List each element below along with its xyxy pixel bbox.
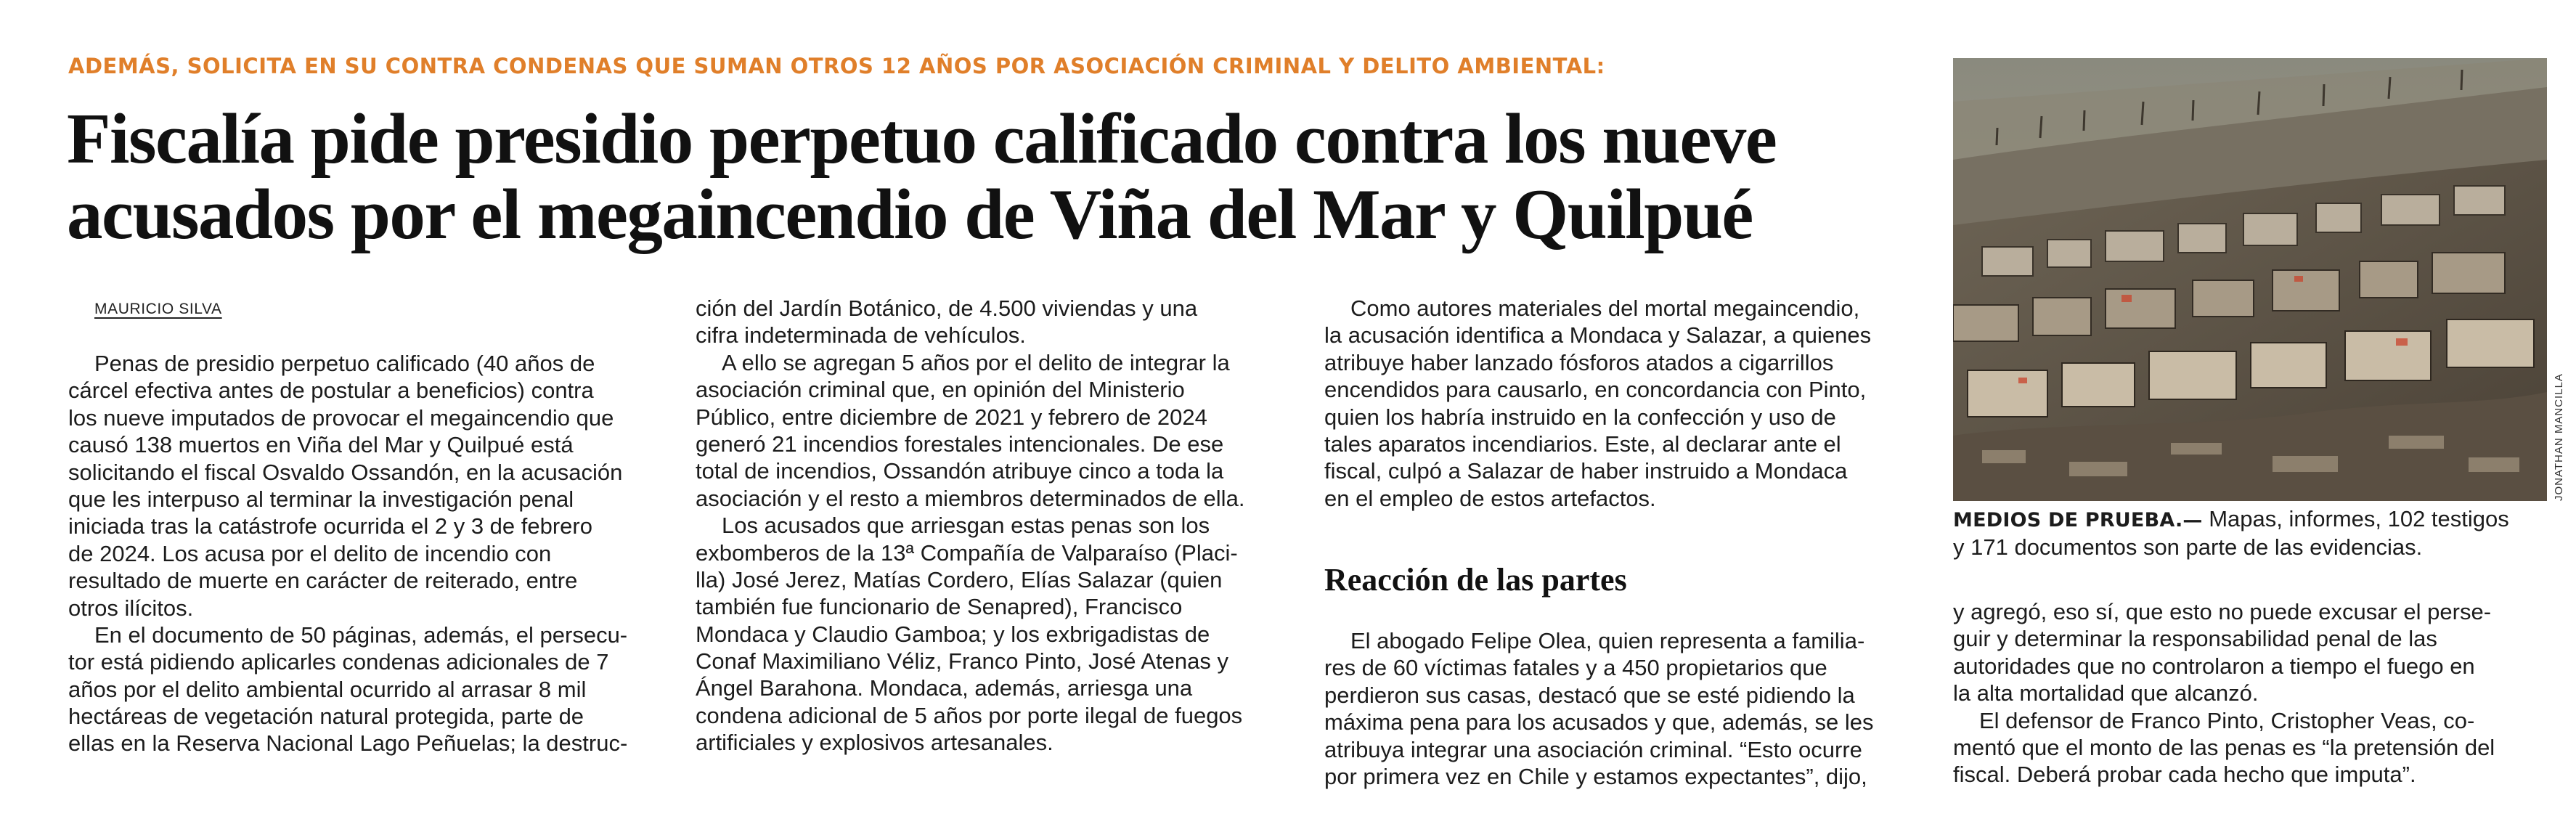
text-line: asociación y el resto a miembros determinados de ella. bbox=[696, 485, 1245, 511]
text-line: El defensor de Franco Pinto, Cristopher Veas, co- bbox=[1979, 707, 2475, 733]
text-line: perdieron sus casas, destacó que se esté pidiendo la bbox=[1324, 682, 1855, 708]
article-column-2 bbox=[696, 295, 1291, 757]
text-line: encendidos para causarlo, en concordancia con Pinto, bbox=[1324, 377, 1867, 403]
text-line: Conaf Maximiliano Véliz, Franco Pinto, José Atenas y bbox=[696, 648, 1229, 675]
text-line: también fue funcionario de Senapred), Francisco bbox=[696, 594, 1183, 620]
text-line: autoridades que no controlaron a tiempo el fuego en bbox=[1953, 653, 2475, 679]
text-line: asociación criminal que, en opinión del Ministerio bbox=[696, 377, 1185, 403]
text-line: la alta mortalidad que alcanzó. bbox=[1953, 680, 2259, 706]
text-line: El abogado Felipe Olea, quien representa a familia- bbox=[1350, 628, 1865, 653]
text-line: de 2024. Los acusa por el delito de incendio con bbox=[68, 540, 552, 566]
caption-line-2: y 171 documentos son parte de las evidencias. bbox=[1953, 534, 2423, 561]
text-line: A ello se agregan 5 años por el delito de integrar la bbox=[722, 349, 1230, 375]
text-line: solicitando el fiscal Osvaldo Ossandón, en la acusación bbox=[68, 459, 623, 485]
photo-caption bbox=[1953, 505, 2556, 561]
text-line: la acusación identifica a Mondaca y Salazar, a quienes bbox=[1324, 322, 1872, 349]
text-line: guir y determinar la responsabilidad penal de las bbox=[1953, 626, 2437, 652]
text-line: condena adicional de 5 años por porte ilegal de fuegos bbox=[696, 702, 1243, 728]
article-column-4 bbox=[1953, 598, 2548, 789]
caption-lead: MEDIOS DE PRUEBA.— bbox=[1953, 509, 2203, 531]
text-line: máxima pena para los acusados y que, además, se les bbox=[1324, 709, 1874, 736]
text-line: causó 138 muertos en Viña del Mar y Quilpué está bbox=[68, 432, 574, 458]
text-line: tales aparatos incendiarios. Este, al declarar ante el bbox=[1324, 431, 1841, 457]
article-column-3-continued bbox=[1324, 627, 1920, 790]
text-line: Los acusados que arriesgan estas penas son los bbox=[722, 513, 1210, 539]
text-line: ellas en la Reserva Nacional Lago Peñuelas; la destruc- bbox=[68, 730, 628, 757]
text-line: en el empleo de estos artefactos. bbox=[1324, 485, 1656, 511]
text-line: fiscal, culpó a Salazar de haber instruido a Mondaca bbox=[1324, 458, 1848, 484]
headline-line-2: acusados por el megaincendio de Viña del Mar y Quilpué bbox=[67, 175, 1753, 254]
text-line: exbomberos de la 13ª Compañía de Valparaíso (Placi- bbox=[696, 539, 1238, 566]
text-line: ción del Jardín Botánico, de 4.500 viviendas y una bbox=[696, 296, 1198, 321]
caption-text: Mapas, informes, 102 testigos bbox=[2202, 506, 2509, 531]
text-line: tor está pidiendo aplicarles condenas adicionales de 7 bbox=[68, 649, 609, 675]
text-line: generó 21 incendios forestales intencionales. De ese bbox=[696, 431, 1224, 457]
text-line: lla) José Jerez, Matías Cordero, Elías Salazar (quien bbox=[696, 566, 1223, 592]
text-line: cifra indeterminada de vehículos. bbox=[696, 322, 1026, 349]
text-line: Penas de presidio perpetuo calificado (40 años de bbox=[94, 351, 595, 376]
text-line: atribuya integrar una asociación criminal. “Esto ocurre bbox=[1324, 736, 1862, 762]
text-line: Como autores materiales del mortal megaincendio, bbox=[1350, 296, 1860, 321]
article-column-1 bbox=[68, 350, 664, 757]
text-line: quien los habría instruido en la confección y uso de bbox=[1324, 404, 1836, 430]
text-line: hectáreas de vegetación natural protegida, parte de bbox=[68, 704, 584, 730]
text-line: cárcel efectiva antes de postular a beneficios) contra bbox=[68, 378, 594, 404]
text-line: res de 60 víctimas fatales y a 450 propietarios que bbox=[1324, 655, 1827, 681]
text-line: Público, entre diciembre de 2021 y febrero de 2024 bbox=[696, 404, 1207, 430]
text-line: los nueve imputados de provocar el megaincendio que bbox=[68, 404, 614, 431]
photo-credit: JONATHAN MANCILLA bbox=[2553, 373, 2565, 501]
text-line: fiscal. Deberá probar cada hecho que imputa”. bbox=[1953, 762, 2416, 788]
text-line: total de incendios, Ossandón atribuye cinco a toda la bbox=[696, 458, 1224, 484]
section-subhead: Reacción de las partes bbox=[1324, 562, 1627, 598]
caption-line-1 bbox=[1953, 505, 2556, 534]
text-line: artificiales y explosivos artesanales. bbox=[696, 730, 1053, 756]
text-line: iniciada tras la catástrofe ocurrida el 2 y 3 de febrero bbox=[68, 513, 592, 539]
text-line: Mondaca y Claudio Gamboa; y los exbrigadistas de bbox=[696, 621, 1210, 647]
kicker: ADEMÁS, SOLICITA EN SU CONTRA CONDENAS QUE SUMAN OTROS 12 AÑOS POR ASOCIACIÓN CRIMINAL Y DELITO AMBIENTAL: bbox=[68, 54, 1605, 78]
article-column-3 bbox=[1324, 295, 1920, 512]
text-line: atribuye haber lanzado fósforos atados a cigarrillos bbox=[1324, 349, 1834, 375]
text-line: que les interpuso al terminar la investigación penal bbox=[68, 486, 574, 512]
text-line: otros ilícitos. bbox=[68, 595, 194, 621]
headline bbox=[67, 99, 1896, 254]
text-line: En el documento de 50 páginas, además, el persecu- bbox=[94, 622, 628, 648]
byline: MAURICIO SILVA bbox=[94, 301, 222, 317]
text-line: y agregó, eso sí, que esto no puede excusar el perse- bbox=[1953, 599, 2492, 624]
fire-aftermath-photo bbox=[1953, 58, 2547, 501]
text-line: mentó que el monto de las penas es “la pretensión del bbox=[1953, 734, 2495, 760]
text-line: resultado de muerte en carácter de reiterado, entre bbox=[68, 568, 578, 594]
text-line: años por el delito ambiental ocurrido al arrasar 8 mil bbox=[68, 676, 587, 702]
text-line: por primera vez en Chile y estamos expectantes”, dijo, bbox=[1324, 763, 1867, 789]
text-line: Ángel Barahona. Mondaca, además, arriesga una bbox=[696, 675, 1193, 701]
headline-line-1: Fiscalía pide presidio perpetuo calificado contra los nueve bbox=[67, 99, 1777, 179]
